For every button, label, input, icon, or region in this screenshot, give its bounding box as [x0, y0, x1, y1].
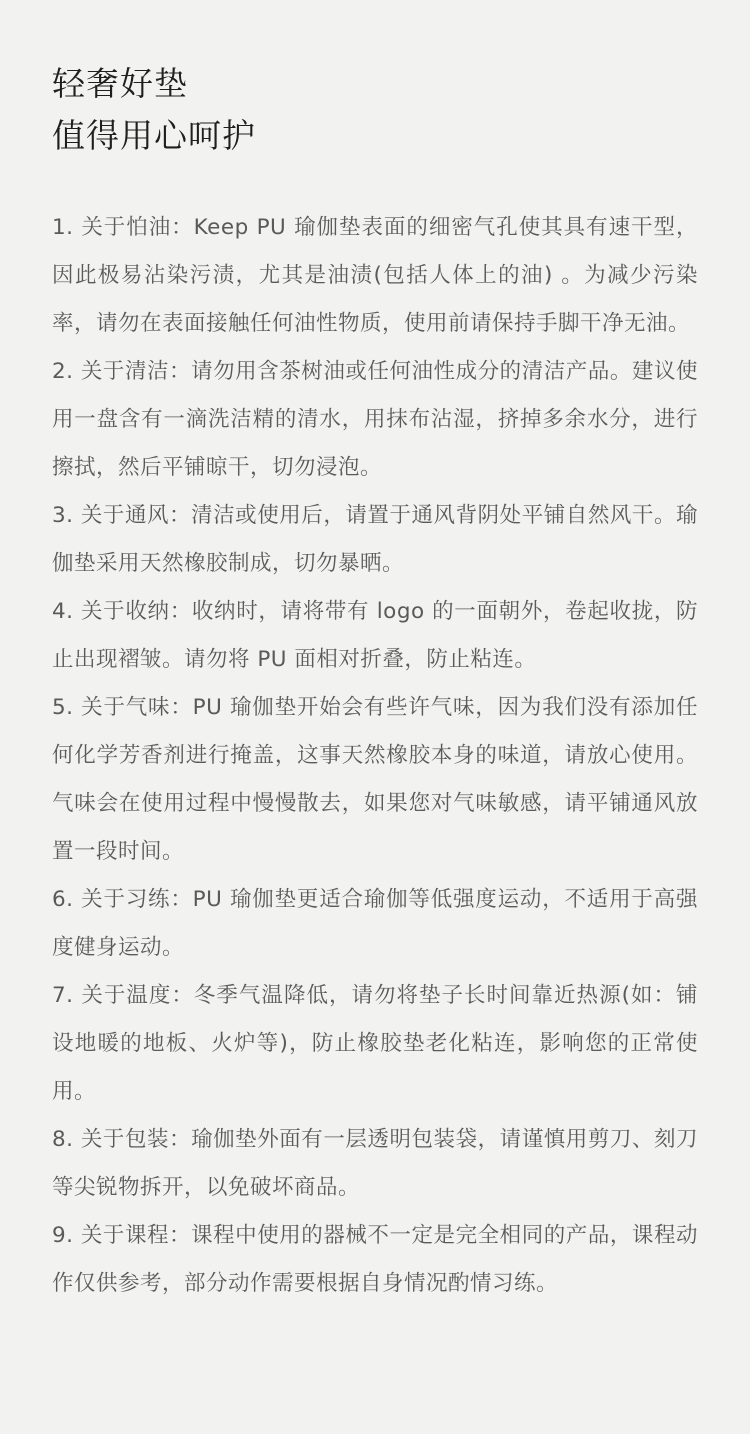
note-packaging: 8. 关于包装：瑜伽垫外面有一层透明包装袋，请谨慎用剪刀、刻刀等尖锐物拆开，以免破坏商品。	[52, 1127, 698, 1200]
note-cleaning: 2. 关于清洁：请勿用含茶树油或任何油性成分的清洁产品。建议使用一盘含有一滴洗洁精的清水，用抹布沾湿，挤掉多余水分，进行擦拭，然后平铺晾干，切勿浸泡。	[52, 359, 698, 480]
note-course: 9. 关于课程：课程中使用的器械不一定是完全相同的产品，课程动作仅供参考，部分动作需要根据自身情况酌情习练。	[52, 1223, 698, 1296]
note-odor: 5. 关于气味：PU 瑜伽垫开始会有些许气味，因为我们没有添加任何化学芳香剂进行掩盖，这事天然橡胶本身的味道，请放心使用。气味会在使用过程中慢慢散去，如果您对气味敏感，请平铺通风放置一段时间。	[52, 695, 698, 864]
note-oil: 1. 关于怕油：Keep PU 瑜伽垫表面的细密气孔使其具有速干型，因此极易沾染污渍，尤其是油渍(包括人体上的油) 。为减少污染率，请勿在表面接触任何油性物质，使用前请保持手脚干净无油。	[52, 215, 698, 336]
heading-line-1: 轻奢好垫	[52, 64, 188, 103]
note-ventilation: 3. 关于通风：清洁或使用后，请置于通风背阴处平铺自然风干。瑜伽垫采用天然橡胶制成，切勿暴晒。	[52, 503, 698, 576]
note-storage: 4. 关于收纳：收纳时，请将带有 logo 的一面朝外，卷起收拢，防止出现褶皱。请勿将 PU 面相对折叠，防止粘连。	[52, 599, 698, 672]
care-notes-list	[52, 204, 698, 1308]
note-practice: 6. 关于习练：PU 瑜伽垫更适合瑜伽等低强度运动，不适用于高强度健身运动。	[52, 887, 698, 960]
heading-line-2: 值得用心呵护	[52, 116, 256, 155]
note-temperature: 7. 关于温度：冬季气温降低，请勿将垫子长时间靠近热源(如：铺设地暖的地板、火炉等)，防止橡胶垫老化粘连，影响您的正常使用。	[52, 983, 698, 1104]
